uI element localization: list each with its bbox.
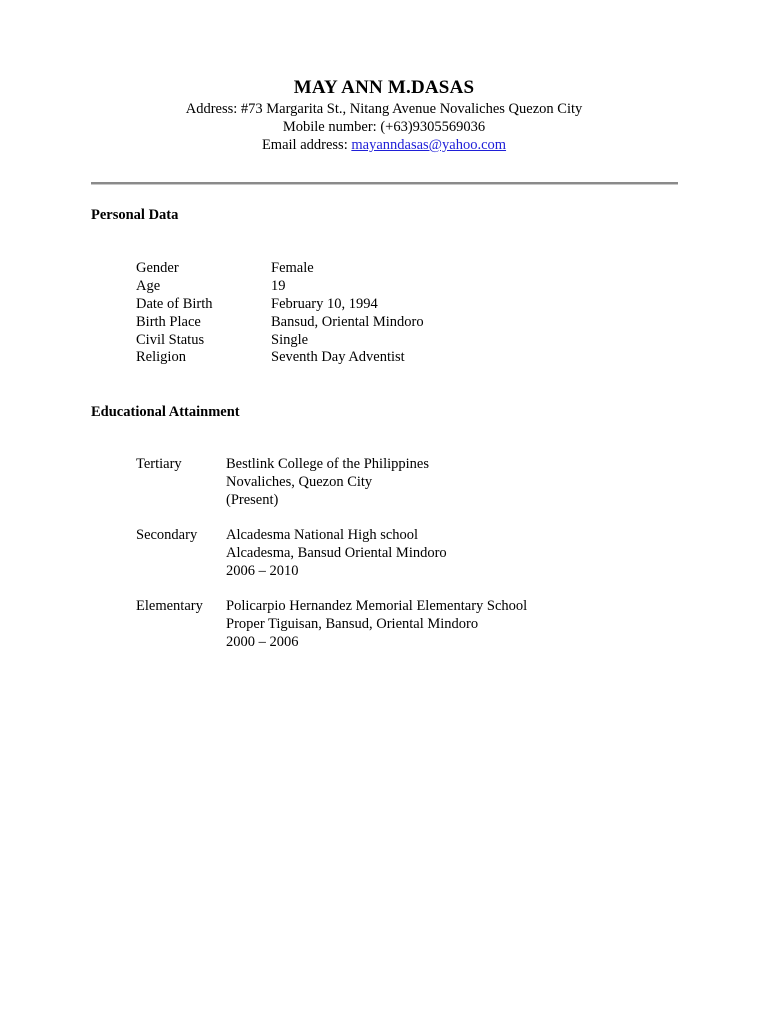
- address-label: Address:: [185, 101, 241, 117]
- school-years: 2000 – 2006: [226, 634, 299, 650]
- personal-row-age: [136, 277, 424, 295]
- address-line: [0, 100, 768, 118]
- education-details: [226, 526, 447, 580]
- personal-row-birth-place: [136, 313, 424, 331]
- education-details: [226, 455, 429, 509]
- header-divider: [91, 182, 678, 185]
- education-heading: Educational Attainment: [91, 404, 240, 420]
- school-location: Alcadesma, Bansud Oriental Mindoro: [226, 545, 447, 561]
- email-line: [0, 136, 768, 154]
- email-link[interactable]: mayanndasas@yahoo.com: [351, 137, 507, 153]
- personal-row-gender: [136, 259, 424, 277]
- school-location: Proper Tiguisan, Bansud, Oriental Mindoro: [226, 616, 479, 632]
- mobile-line: [0, 118, 768, 136]
- school-years: 2006 – 2010: [226, 563, 299, 579]
- personal-value: Seventh Day Adventist: [271, 349, 405, 366]
- personal-data-heading: Personal Data: [91, 207, 179, 223]
- school-name: Alcadesma National High school: [226, 527, 419, 543]
- personal-label: Age: [136, 277, 161, 294]
- mobile-value: (+63)9305569036: [380, 119, 486, 135]
- personal-value: February 10, 1994: [271, 295, 378, 312]
- personal-row-religion: [136, 348, 424, 366]
- personal-label: Gender: [136, 260, 179, 276]
- education-level: Tertiary: [136, 456, 182, 472]
- mobile-label: Mobile number:: [282, 119, 381, 135]
- personal-row-date-of-birth: [136, 295, 424, 313]
- email-label: Email address:: [261, 137, 352, 153]
- resume-header: [0, 76, 768, 154]
- personal-value: Female: [271, 260, 314, 276]
- personal-label: Date of Birth: [136, 295, 213, 312]
- personal-label: Birth Place: [136, 313, 201, 330]
- personal-data-table: [136, 259, 424, 366]
- education-details: [226, 597, 527, 651]
- education-level: Elementary: [136, 598, 203, 614]
- education-list: [136, 455, 527, 668]
- personal-value: 19: [271, 277, 286, 294]
- personal-value: Single: [271, 331, 309, 348]
- school-location: Novaliches, Quezon City: [226, 474, 373, 490]
- personal-value: Bansud, Oriental Mindoro: [271, 313, 424, 330]
- personal-label: Religion: [136, 349, 186, 366]
- education-level: Secondary: [136, 527, 198, 543]
- personal-row-civil-status: [136, 331, 424, 349]
- school-name: Policarpio Hernandez Memorial Elementary School: [226, 598, 528, 614]
- education-entry-secondary: [136, 526, 527, 580]
- personal-label: Civil Status: [136, 331, 205, 348]
- applicant-name: MAY ANN M.DASAS: [293, 77, 475, 98]
- school-years: (Present): [226, 492, 279, 508]
- education-entry-tertiary: [136, 455, 527, 509]
- education-entry-elementary: [136, 597, 527, 651]
- address-value: #73 Margarita St., Nitang Avenue Novaliches Quezon City: [240, 101, 583, 117]
- school-name: Bestlink College of the Philippines: [226, 456, 429, 472]
